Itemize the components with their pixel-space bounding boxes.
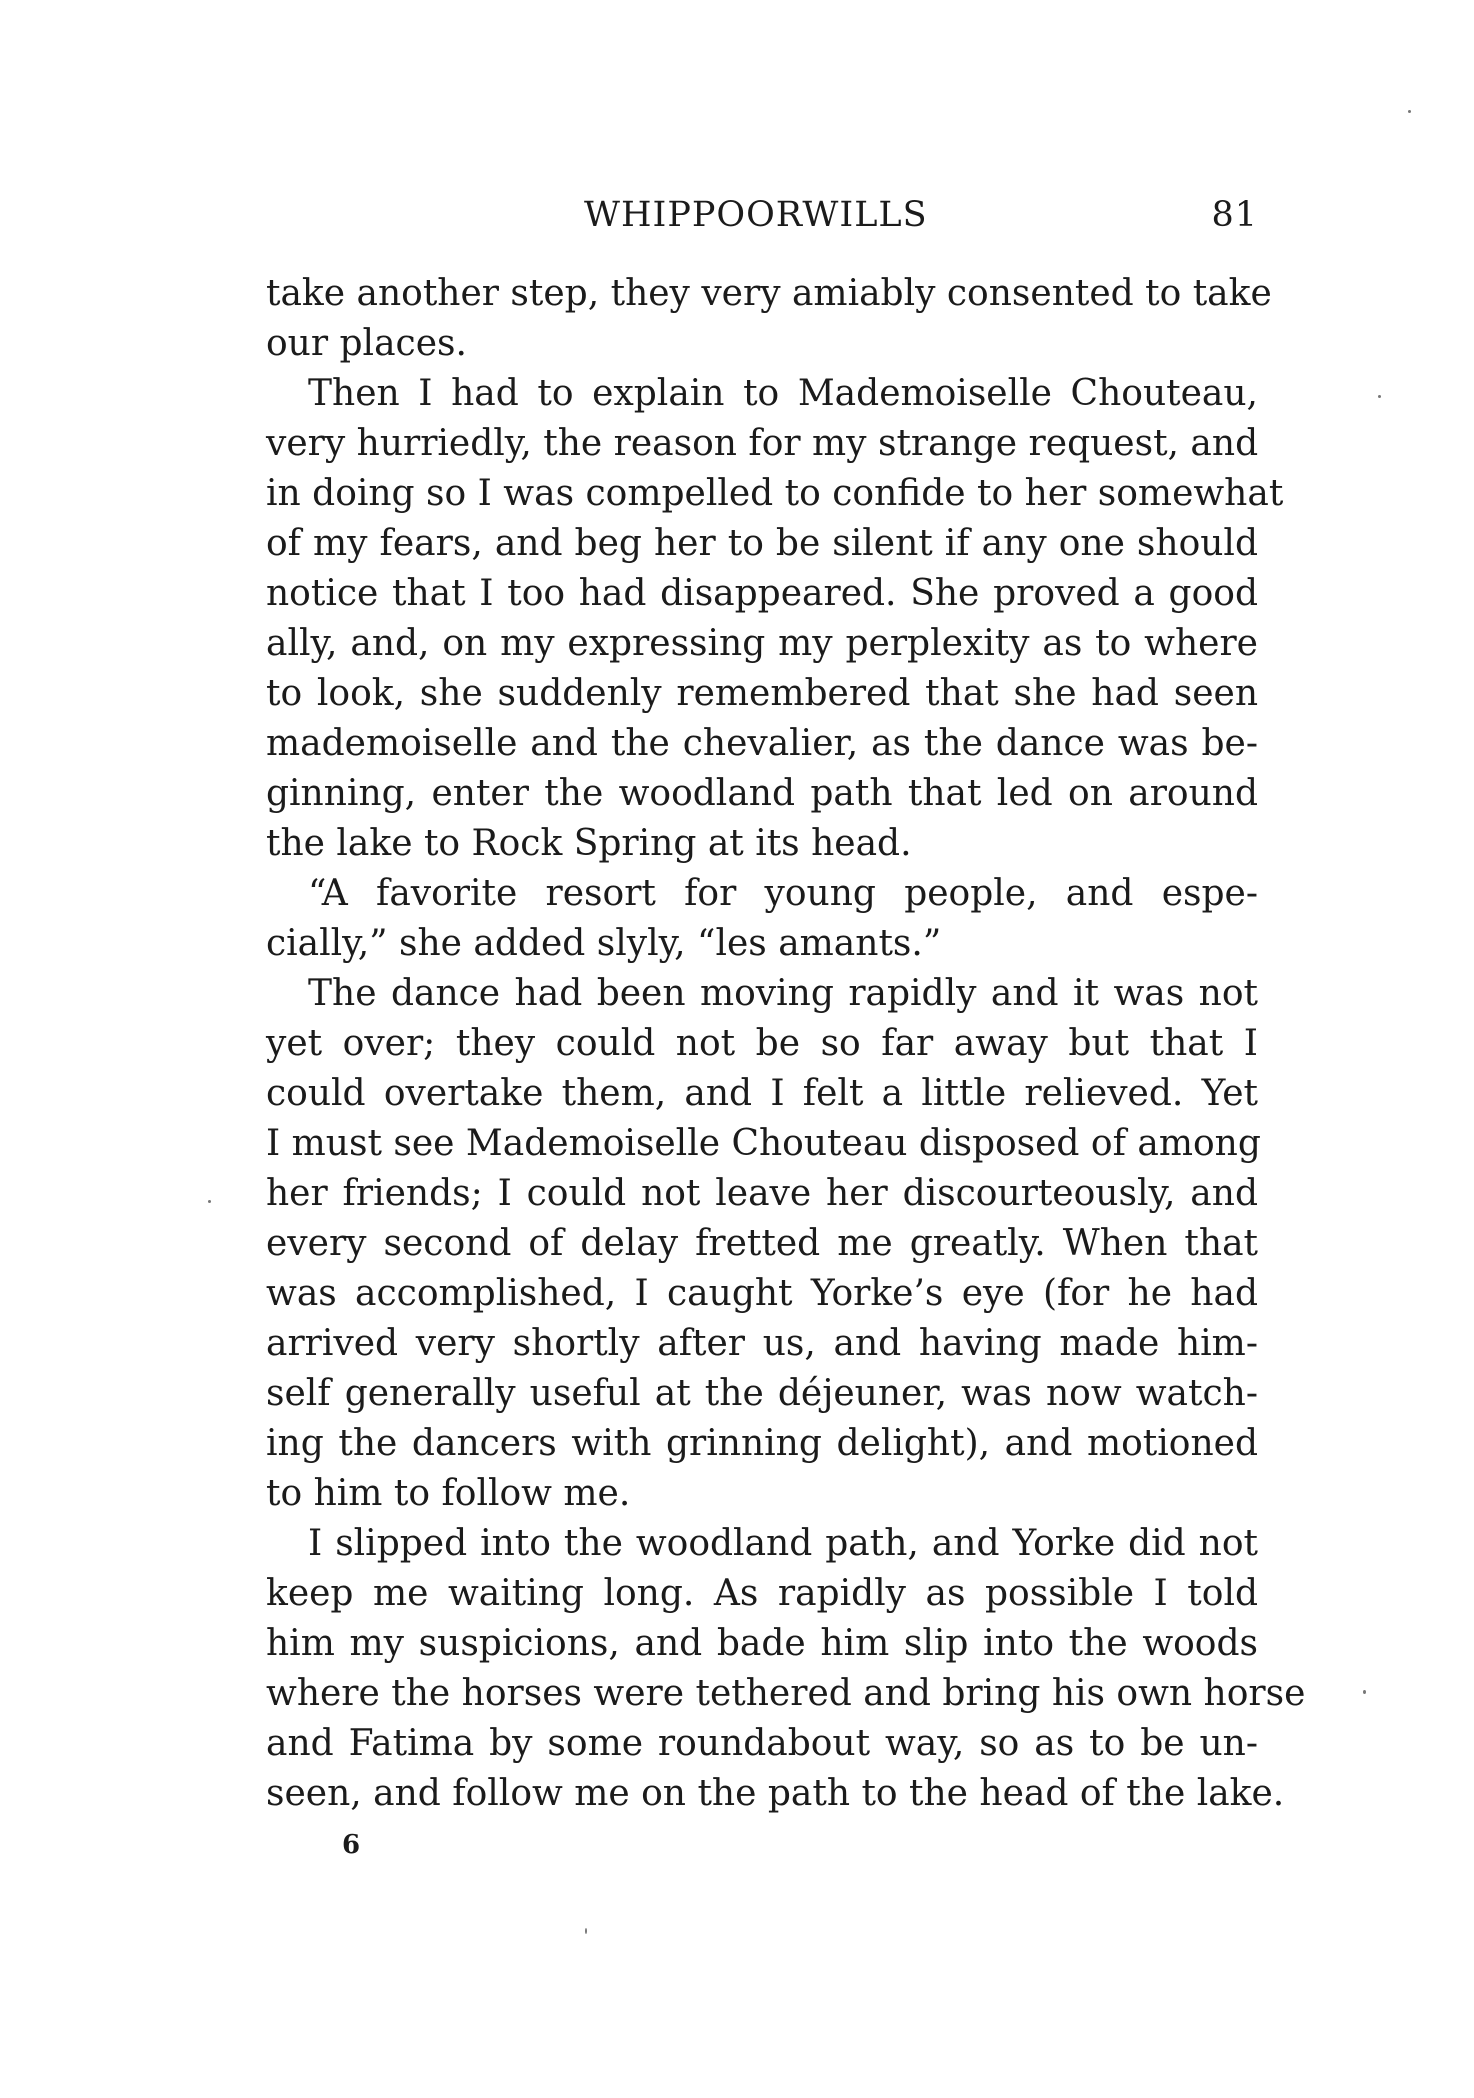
text-line: yet over; they could not be so far away but that I [266,1023,1258,1064]
text-line: take another step, they very amiably consented to take [266,273,1272,314]
text-line: keep me waiting long. As rapidly as possible I told [266,1573,1258,1614]
text-line: cially,” she added slyly, “les amants.” [266,923,942,964]
scan-speck [585,1928,587,1934]
chapter-title: WHIPPOORWILLS [584,195,928,235]
text-line: to look, she suddenly remembered that she had seen [266,673,1258,714]
text-line: arrived very shortly after us, and having made him- [266,1323,1258,1364]
scan-speck [1408,110,1411,113]
text-line: seen, and follow me on the path to the head of the lake. [266,1773,1285,1814]
scan-speck [1378,395,1381,398]
text-line: every second of delay fretted me greatly. When that [266,1223,1258,1264]
text-line: very hurriedly, the reason for my strange request, and [266,423,1259,464]
text-line: mademoiselle and the chevalier, as the dance was be- [266,723,1258,764]
text-line: and Fatima by some roundabout way, so as to be un- [266,1723,1258,1764]
page-number: 81 [1211,195,1258,235]
text-line: Then I had to explain to Mademoiselle Chouteau, [308,373,1258,414]
text-line: I slipped into the woodland path, and Yorke did not [308,1523,1258,1564]
text-line: The dance had been moving rapidly and it was not [308,973,1258,1014]
text-line: I must see Mademoiselle Chouteau disposed of among [266,1123,1261,1164]
text-line: where the horses were tethered and bring his own horse [266,1673,1306,1714]
text-line: her friends; I could not leave her discourteously, and [266,1173,1258,1214]
text-line: ginning, enter the woodland path that led on around [266,773,1258,814]
running-head [266,190,1258,240]
text-line: ing the dancers with grinning delight), and motioned [266,1423,1258,1464]
scan-speck [1363,1690,1366,1694]
signature-mark: 6 [342,1830,361,1860]
text-line: in doing so I was compelled to confide to her somewhat [266,473,1284,514]
text-line: him my suspicions, and bade him slip into the woods [266,1623,1258,1664]
text-line: self generally useful at the déjeuner, was now watch- [266,1373,1258,1414]
text-line: “A favorite resort for young people, and espe- [308,873,1258,914]
text-line: notice that I too had disappeared. She proved a good [266,573,1258,614]
text-line: the lake to Rock Spring at its head. [266,823,912,864]
body-text [266,269,1306,1819]
scan-speck [208,1200,211,1203]
text-line: our places. [266,323,467,364]
text-line: to him to follow me. [266,1473,631,1514]
text-line: could overtake them, and I felt a little relieved. Yet [266,1073,1258,1114]
text-line: ally, and, on my expressing my perplexity as to where [266,623,1258,664]
text-line: of my fears, and beg her to be silent if any one should [266,523,1258,564]
text-line: was accomplished, I caught Yorke’s eye (for he had [266,1273,1258,1314]
